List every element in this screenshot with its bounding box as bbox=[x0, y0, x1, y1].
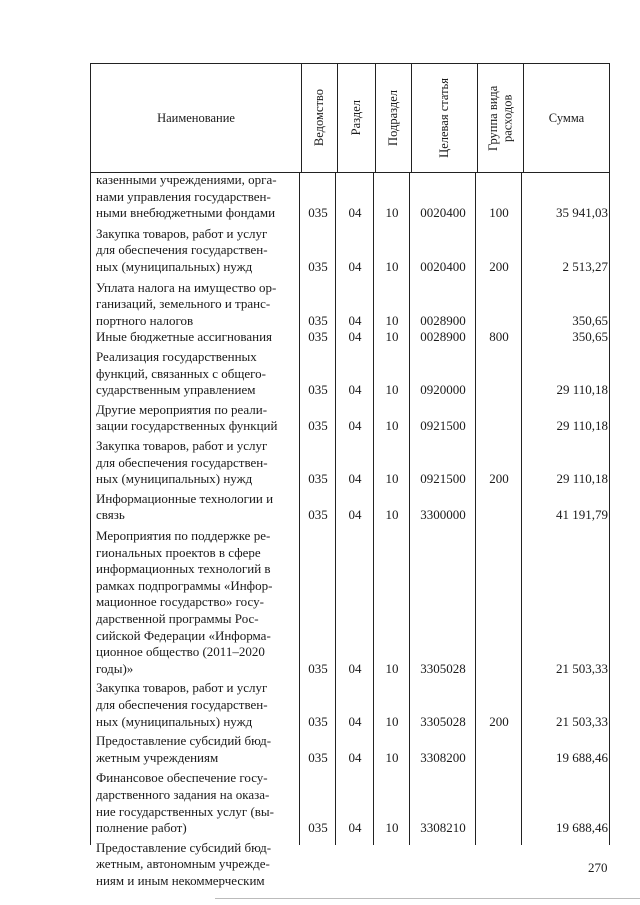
celevaya-cell: 3305028 bbox=[420, 660, 466, 676]
row-name-line: Закупка товаров, работ и услуг bbox=[96, 438, 268, 453]
razdel-cell: 04 bbox=[348, 660, 362, 676]
vedomstvo-cell: 035 bbox=[308, 258, 328, 274]
table-row bbox=[90, 528, 610, 677]
row-name-line: Закупка товаров, работ и услуг bbox=[96, 680, 268, 696]
vedomstvo-cell: 035 bbox=[308, 749, 328, 765]
razdel-cell: 04 bbox=[348, 329, 362, 345]
vedomstvo-cell: 035 bbox=[308, 820, 328, 836]
table-row bbox=[90, 438, 610, 488]
celevaya-cell: 0020400 bbox=[420, 258, 466, 274]
row-name-line: ниям и иным некоммерческим bbox=[96, 872, 265, 888]
vedomstvo-cell: 035 bbox=[308, 418, 328, 434]
page-number: 270 bbox=[588, 860, 608, 875]
row-name bbox=[96, 280, 296, 330]
gruppa-cell: 800 bbox=[489, 329, 509, 345]
table-row bbox=[90, 329, 610, 346]
header-vedomstvo-cell bbox=[301, 64, 337, 172]
podrazdel-cell: 10 bbox=[385, 382, 399, 398]
gruppa-cell: 200 bbox=[489, 713, 509, 729]
celevaya-cell: 3308210 bbox=[420, 820, 466, 836]
summa-cell: 29 110,18 bbox=[556, 471, 608, 487]
vedomstvo-cell: 035 bbox=[308, 713, 328, 729]
table-row bbox=[90, 226, 610, 276]
row-name-line: ционное общество (2011–2020 bbox=[96, 644, 265, 660]
row-name-line: Уплата налога на имущество ор- bbox=[96, 279, 277, 295]
row-name-line: рамках подпрограммы «Инфор- bbox=[96, 577, 273, 593]
header-summa-cell bbox=[523, 64, 609, 172]
summa-cell: 21 503,33 bbox=[556, 713, 608, 729]
summa-cell: 29 110,18 bbox=[556, 382, 608, 398]
row-name-line: для обеспечения государствен- bbox=[96, 696, 268, 712]
header-gruppa: Группа вида расходов bbox=[485, 85, 514, 151]
footer-rule bbox=[215, 898, 640, 899]
row-name bbox=[96, 840, 296, 890]
header-razdel: Раздел bbox=[349, 100, 364, 136]
summa-cell: 2 513,27 bbox=[562, 258, 608, 274]
celevaya-cell: 0920000 bbox=[420, 382, 466, 398]
summa-cell: 350,65 bbox=[572, 312, 608, 328]
razdel-cell: 04 bbox=[348, 749, 362, 765]
celevaya-cell: 0921500 bbox=[420, 418, 466, 434]
celevaya-cell: 0020400 bbox=[420, 205, 466, 221]
row-name-line: мационное государство» госу- bbox=[96, 594, 264, 610]
vedomstvo-cell: 035 bbox=[308, 660, 328, 676]
row-name-line: жетным, автономным учрежде- bbox=[96, 856, 270, 872]
header-celevaya: Целевая статья bbox=[437, 78, 452, 158]
row-name bbox=[96, 329, 296, 346]
row-name-line: сийской Федерации «Информа- bbox=[96, 627, 271, 643]
podrazdel-cell: 10 bbox=[385, 329, 399, 345]
razdel-cell: 04 bbox=[348, 713, 362, 729]
row-name bbox=[96, 770, 296, 836]
header-razdel-cell bbox=[337, 64, 375, 172]
row-name-line: дарственной программы Рос- bbox=[96, 610, 259, 626]
celevaya-cell: 0028900 bbox=[420, 312, 466, 328]
razdel-cell: 04 bbox=[348, 820, 362, 836]
row-name bbox=[96, 528, 296, 677]
row-name-line: ных (муниципальных) нужд bbox=[96, 713, 253, 729]
razdel-cell: 04 bbox=[348, 258, 362, 274]
row-name-line: зации государственных функций bbox=[96, 418, 278, 434]
row-name-line: годы)» bbox=[96, 660, 134, 676]
row-name-line: казенными учреждениями, орга- bbox=[96, 172, 277, 187]
row-name-line: нами управления государствен- bbox=[96, 188, 271, 204]
row-name-line: дарственного задания на оказа- bbox=[96, 786, 270, 802]
row-name-line: Закупка товаров, работ и услуг bbox=[96, 225, 268, 241]
header-name-cell bbox=[91, 64, 301, 172]
header-name: Наименование bbox=[157, 110, 235, 125]
podrazdel-cell: 10 bbox=[385, 507, 399, 523]
table-row bbox=[90, 280, 610, 330]
podrazdel-cell: 10 bbox=[385, 418, 399, 434]
table-row bbox=[90, 349, 610, 399]
row-name bbox=[96, 226, 296, 276]
row-name-line: портного налогов bbox=[96, 312, 194, 328]
row-name-line: ных (муниципальных) нужд bbox=[96, 471, 253, 487]
header-gruppa-cell bbox=[477, 64, 523, 172]
razdel-cell: 04 bbox=[348, 507, 362, 523]
table-row bbox=[90, 491, 610, 524]
razdel-cell: 04 bbox=[348, 471, 362, 487]
row-name-line: связь bbox=[96, 507, 125, 523]
row-name bbox=[96, 491, 296, 524]
table-row bbox=[90, 402, 610, 435]
row-name-line: ние государственных услуг (вы- bbox=[96, 803, 274, 819]
row-name-line: Другие мероприятия по реали- bbox=[96, 401, 268, 417]
celevaya-cell: 0028900 bbox=[420, 329, 466, 345]
row-name-line: для обеспечения государствен- bbox=[96, 242, 268, 258]
vedomstvo-cell: 035 bbox=[308, 382, 328, 398]
table-header bbox=[90, 63, 610, 173]
celevaya-cell: 3305028 bbox=[420, 713, 466, 729]
razdel-cell: 04 bbox=[348, 418, 362, 434]
row-name-line: жетным учреждениям bbox=[96, 749, 219, 765]
row-name-line: для обеспечения государствен- bbox=[96, 454, 268, 470]
podrazdel-cell: 10 bbox=[385, 471, 399, 487]
gruppa-cell: 200 bbox=[489, 471, 509, 487]
row-name-line: Финансовое обеспечение госу- bbox=[96, 770, 268, 786]
row-name bbox=[96, 438, 296, 488]
celevaya-cell: 3308200 bbox=[420, 749, 466, 765]
podrazdel-cell: 10 bbox=[385, 205, 399, 221]
summa-cell: 350,65 bbox=[572, 329, 608, 345]
vedomstvo-cell: 035 bbox=[308, 471, 328, 487]
header-celevaya-cell bbox=[411, 64, 477, 172]
summa-cell: 21 503,33 bbox=[556, 660, 608, 676]
row-name-line: функций, связанных с общего- bbox=[96, 365, 267, 381]
table-row bbox=[90, 840, 610, 890]
row-name-line: гиональных проектов в сфере bbox=[96, 544, 261, 560]
table-row bbox=[90, 733, 610, 766]
row-name bbox=[96, 349, 296, 399]
razdel-cell: 04 bbox=[348, 312, 362, 328]
row-name bbox=[96, 402, 296, 435]
celevaya-cell: 0921500 bbox=[420, 471, 466, 487]
summa-cell: 19 688,46 bbox=[556, 820, 608, 836]
row-name bbox=[96, 733, 296, 766]
header-podrazdel: Подраздел bbox=[386, 90, 401, 146]
row-name-line: Иные бюджетные ассигнования bbox=[96, 329, 273, 345]
vedomstvo-cell: 035 bbox=[308, 312, 328, 328]
razdel-cell: 04 bbox=[348, 205, 362, 221]
vedomstvo-cell: 035 bbox=[308, 205, 328, 221]
summa-cell: 19 688,46 bbox=[556, 749, 608, 765]
podrazdel-cell: 10 bbox=[385, 258, 399, 274]
podrazdel-cell: 10 bbox=[385, 713, 399, 729]
row-name-line: Мероприятия по поддержке ре- bbox=[96, 528, 271, 543]
row-name-line: Предоставление субсидий бюд- bbox=[96, 839, 272, 855]
row-name-line: Информационные технологии и bbox=[96, 490, 274, 506]
header-summa: Сумма bbox=[548, 110, 585, 125]
podrazdel-cell: 10 bbox=[385, 660, 399, 676]
header-podrazdel-cell bbox=[375, 64, 411, 172]
row-name-line: Предоставление субсидий бюд- bbox=[96, 733, 272, 749]
row-name bbox=[96, 172, 296, 222]
celevaya-cell: 3300000 bbox=[420, 507, 466, 523]
summa-cell: 35 941,03 bbox=[556, 205, 608, 221]
table-row bbox=[90, 680, 610, 730]
row-name-line: ными внебюджетными фондами bbox=[96, 205, 276, 221]
podrazdel-cell: 10 bbox=[385, 312, 399, 328]
podrazdel-cell: 10 bbox=[385, 820, 399, 836]
row-name-line: сударственным управлением bbox=[96, 382, 256, 398]
row-name-line: ных (муниципальных) нужд bbox=[96, 258, 253, 274]
table-row bbox=[90, 172, 610, 222]
vedomstvo-cell: 035 bbox=[308, 507, 328, 523]
row-name-line: Реализация государственных bbox=[96, 349, 257, 364]
row-name-line: ганизаций, земельного и транс- bbox=[96, 296, 271, 312]
row-name bbox=[96, 680, 296, 730]
gruppa-cell: 100 bbox=[489, 205, 509, 221]
table-row bbox=[90, 770, 610, 836]
vedomstvo-cell: 035 bbox=[308, 329, 328, 345]
razdel-cell: 04 bbox=[348, 382, 362, 398]
podrazdel-cell: 10 bbox=[385, 749, 399, 765]
row-name-line: полнение работ) bbox=[96, 820, 187, 836]
summa-cell: 41 191,79 bbox=[556, 507, 608, 523]
row-name-line: информационных технологий в bbox=[96, 561, 271, 577]
gruppa-cell: 200 bbox=[489, 258, 509, 274]
header-vedomstvo: Ведомство bbox=[312, 89, 327, 147]
summa-cell: 29 110,18 bbox=[556, 418, 608, 434]
